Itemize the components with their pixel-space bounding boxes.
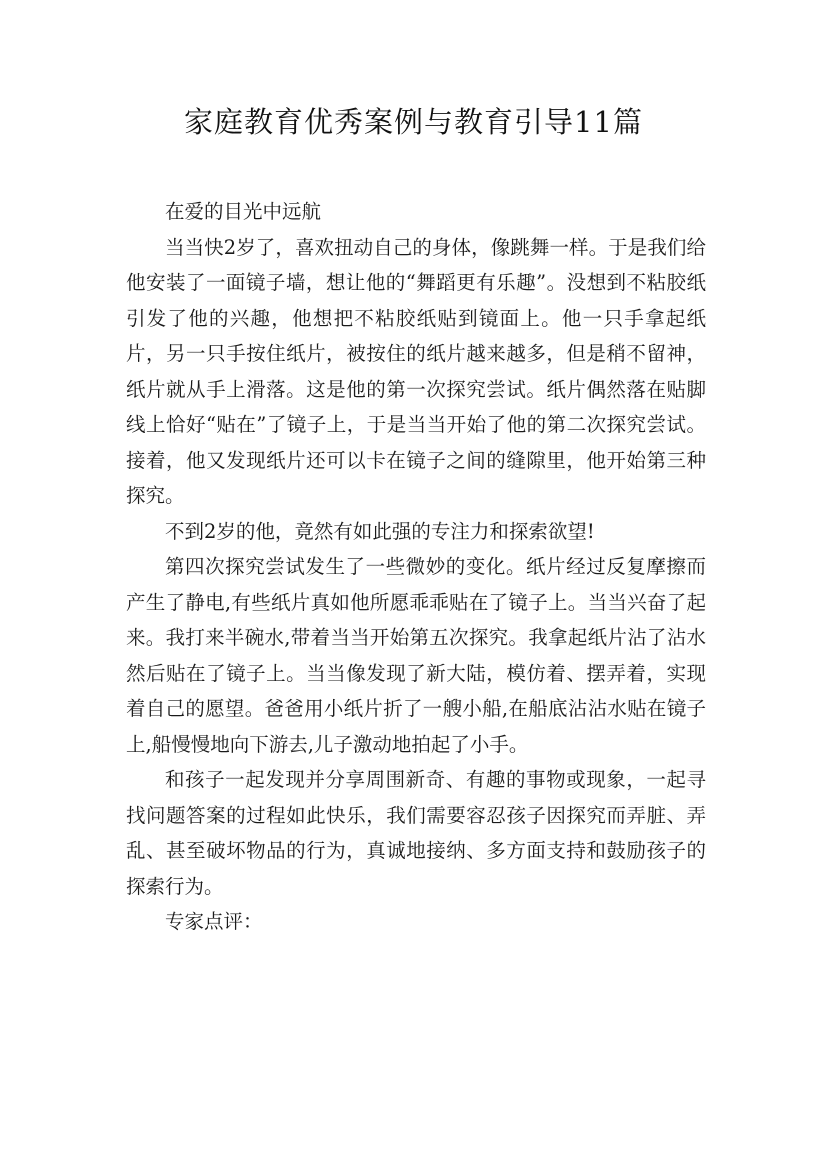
- section-heading: 在爱的目光中远航: [165, 200, 322, 223]
- paragraph: 和孩子一起发现并分享周围新奇、有趣的事物或现象，一起寻找问题答案的过程如此快乐，我们需要容忍孩子因探究而弄脏、弄乱、甚至破坏物品的行为，真诚地接纳、多方面支持和鼓励孩子的探索行为。: [126, 768, 706, 898]
- paragraph: 不到2岁的他，竟然有如此强的专注力和探索欲望!: [165, 519, 595, 543]
- document-title: 家庭教育优秀案例与教育引导11篇: [184, 105, 643, 139]
- document-body: [126, 194, 706, 940]
- paragraph: 当当快2岁了，喜欢扭动自己的身体，像跳舞一样。于是我们给他安装了一面镜子墙，想让他的“舞蹈更有乐趣”。没想到不粘胶纸引发了他的兴趣，他想把不粘胶纸贴到镜面上。他一只手拿起纸片，另一只手按住纸片，被按住的纸片越来越多，但是稍不留神，纸片就从手上滑落。这是他的第一次探究尝试。纸片偶然落在贴脚线上恰好“贴在”了镜子上，于是当当开始了他的第二次探究尝试。接着，他又发现纸片还可以卡在镜子之间的缝隙里，他开始第三种探究。: [126, 235, 706, 507]
- expert-comment-heading: 专家点评：: [165, 910, 263, 933]
- paragraph: 第四次探究尝试发生了一些微妙的变化。纸片经过反复摩擦而产生了静电,有些纸片真如他所愿乖乖贴在了镜子上。当当兴奋了起来。我打来半碗水,带着当当开始第五次探究。我拿起纸片沾了沾水然后贴在了镜子上。当当像发现了新大陆，模仿着、摆弄着，实现着自己的愿望。爸爸用小纸片折了一艘小船,在船底沾沾水贴在镜子上,船慢慢地向下游去,儿子激动地拍起了小手。: [126, 555, 706, 756]
